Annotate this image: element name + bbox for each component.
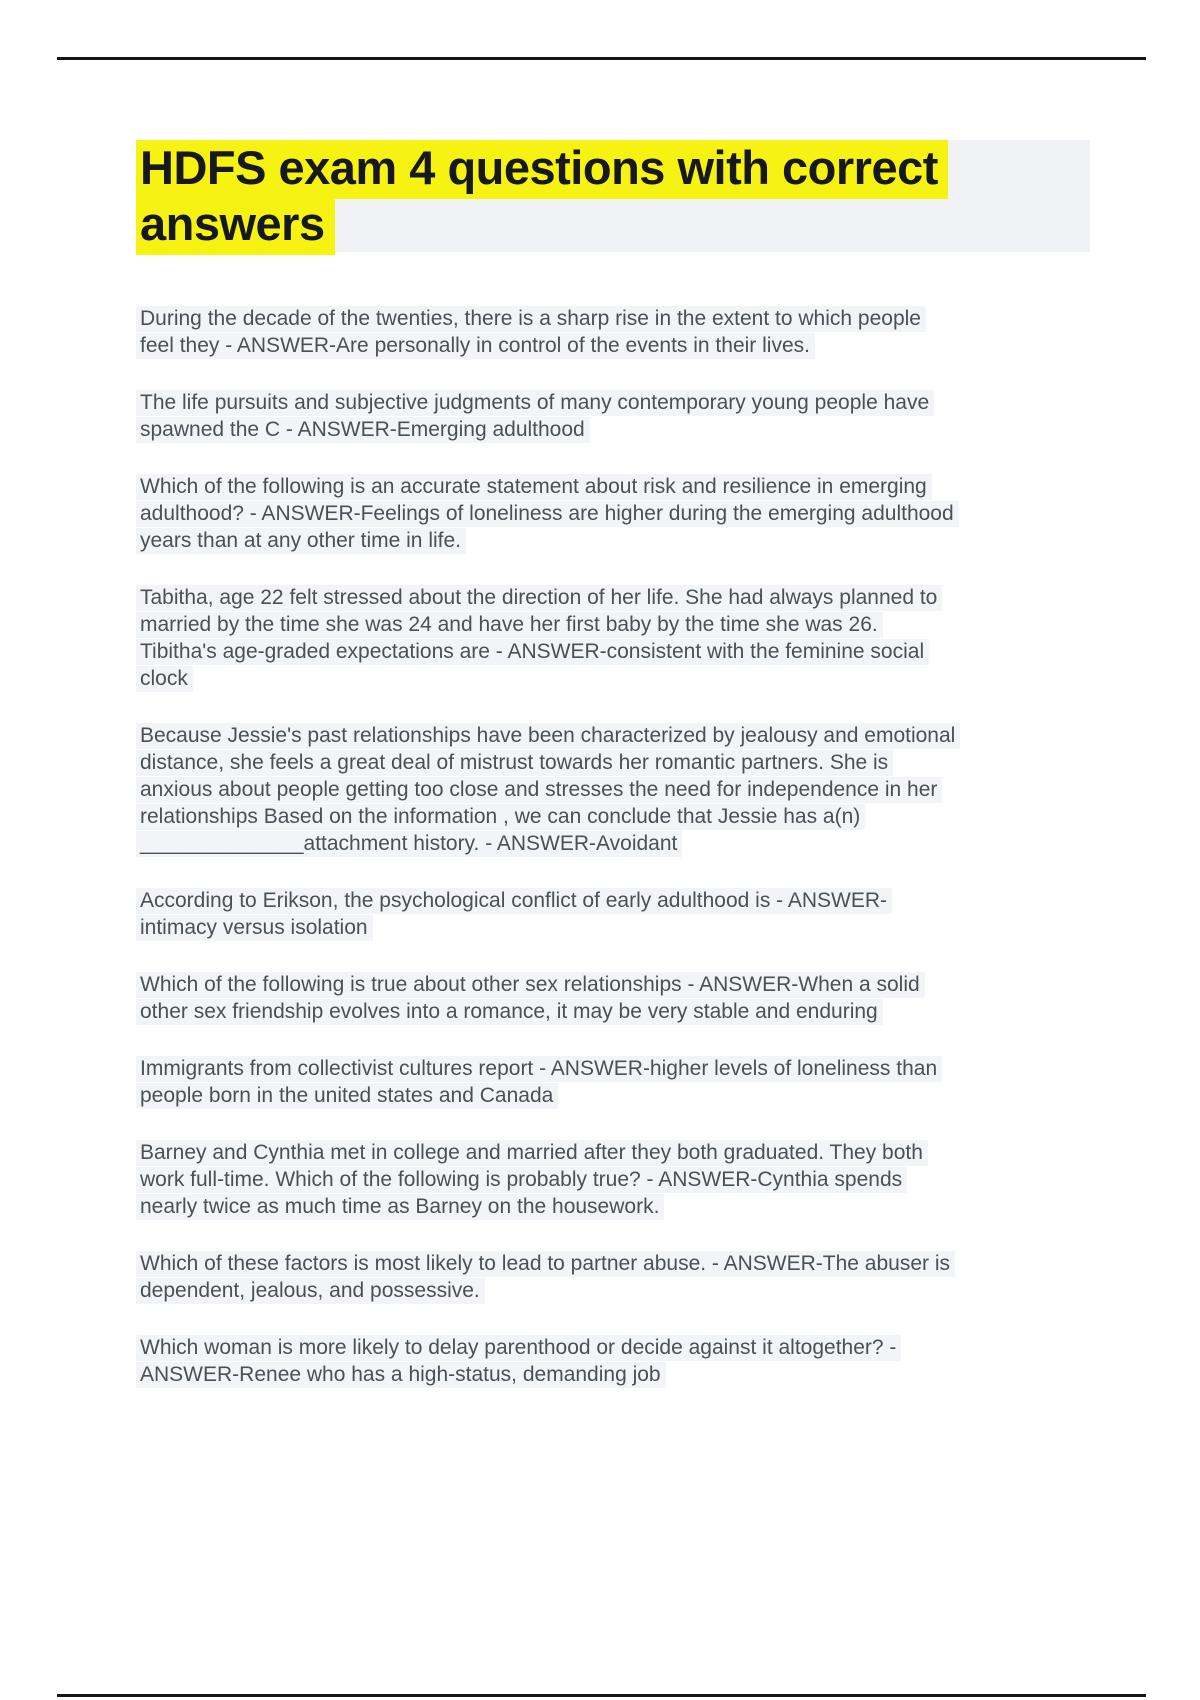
qa-row	[140, 776, 1100, 803]
qa-row	[140, 914, 1100, 941]
qa-row	[140, 1166, 1100, 1193]
qa-paragraph-1	[140, 305, 1100, 359]
qa-row	[140, 1193, 1100, 1220]
qa-row	[140, 830, 1100, 857]
qa-line: Immigrants from collectivist cultures report - ANSWER-higher levels of loneliness than	[136, 1056, 942, 1082]
qa-line: years than at any other time in life.	[136, 528, 466, 554]
qa-line: people born in the united states and Canada	[136, 1083, 558, 1109]
qa-row	[140, 803, 1100, 830]
qa-paragraph-6	[140, 887, 1100, 941]
qa-row	[140, 473, 1100, 500]
qa-row	[140, 500, 1100, 527]
qa-line: Which of the following is true about other sex relationships - ANSWER-When a solid	[136, 972, 925, 998]
qa-row	[140, 887, 1100, 914]
qa-line: Which of the following is an accurate statement about risk and resilience in emerging	[136, 474, 932, 500]
qa-paragraph-7	[140, 971, 1100, 1025]
qa-line: married by the time she was 24 and have her first baby by the time she was 26.	[136, 612, 883, 638]
qa-paragraph-2	[140, 389, 1100, 443]
qa-line: clock	[136, 666, 193, 692]
qa-line: dependent, jealous, and possessive.	[136, 1278, 485, 1304]
title-block	[140, 140, 1090, 252]
qa-paragraph-5	[140, 722, 1100, 857]
qa-line: distance, she feels a great deal of mistrust towards her romantic partners. She is	[136, 750, 893, 776]
top-rule	[57, 57, 1146, 60]
qa-line: According to Erikson, the psychological conflict of early adulthood is - ANSWER-	[136, 888, 892, 914]
qa-line: Barney and Cynthia met in college and married after they both graduated. They both	[136, 1140, 928, 1166]
qa-row	[140, 305, 1100, 332]
qa-line: other sex friendship evolves into a romance, it may be very stable and enduring	[136, 999, 883, 1025]
document-title	[140, 140, 1090, 252]
qa-paragraph-8	[140, 1055, 1100, 1109]
qa-line: During the decade of the twenties, there is a sharp rise in the extent to which people	[136, 306, 926, 332]
document-title-line-1: HDFS exam 4 questions with correct	[136, 140, 948, 199]
qa-row	[140, 611, 1100, 638]
qa-line: work full-time. Which of the following is probably true? - ANSWER-Cynthia spends	[136, 1167, 907, 1193]
document-title-row	[140, 196, 1090, 252]
qa-row	[140, 332, 1100, 359]
qa-row	[140, 584, 1100, 611]
document-title-row	[140, 140, 1090, 196]
qa-row	[140, 638, 1100, 665]
qa-paragraph-9	[140, 1139, 1100, 1220]
qa-line: adulthood? - ANSWER-Feelings of loneliness are higher during the emerging adulthood	[136, 501, 959, 527]
bottom-rule	[57, 1694, 1146, 1697]
qa-row	[140, 1082, 1100, 1109]
qa-row	[140, 527, 1100, 554]
qa-row	[140, 665, 1100, 692]
qa-paragraph-4	[140, 584, 1100, 692]
qa-line: Tibitha's age-graded expectations are - ANSWER-consistent with the feminine social	[136, 639, 929, 665]
qa-row	[140, 998, 1100, 1025]
qa-line: relationships Based on the information , we can conclude that Jessie has a(n)	[136, 804, 865, 830]
qa-line: Which woman is more likely to delay parenthood or decide against it altogether? -	[136, 1335, 901, 1361]
qa-line: ANSWER-Renee who has a high-status, demanding job	[136, 1362, 666, 1388]
qa-list	[140, 305, 1100, 1388]
qa-line: feel they - ANSWER-Are personally in control of the events in their lives.	[136, 333, 815, 359]
qa-row	[140, 1055, 1100, 1082]
qa-row	[140, 416, 1100, 443]
qa-row	[140, 1250, 1100, 1277]
qa-line: Tabitha, age 22 felt stressed about the direction of her life. She had always planned to	[136, 585, 942, 611]
document-content	[140, 140, 1100, 1418]
qa-row	[140, 722, 1100, 749]
qa-paragraph-10	[140, 1250, 1100, 1304]
qa-line: ______________attachment history. - ANSWER-Avoidant	[136, 831, 682, 857]
qa-line: Which of these factors is most likely to lead to partner abuse. - ANSWER-The abuser is	[136, 1251, 955, 1277]
document-title-line-2: answers	[136, 196, 335, 255]
qa-line: spawned the C - ANSWER-Emerging adulthood	[136, 417, 590, 443]
qa-paragraph-3	[140, 473, 1100, 554]
qa-row	[140, 1139, 1100, 1166]
qa-row	[140, 971, 1100, 998]
qa-row	[140, 749, 1100, 776]
qa-line: anxious about people getting too close and stresses the need for independence in her	[136, 777, 942, 803]
qa-row	[140, 1361, 1100, 1388]
qa-line: Because Jessie's past relationships have been characterized by jealousy and emotional	[136, 723, 960, 749]
qa-line: intimacy versus isolation	[136, 915, 373, 941]
qa-paragraph-11	[140, 1334, 1100, 1388]
qa-line: nearly twice as much time as Barney on the housework.	[136, 1194, 664, 1220]
qa-row	[140, 389, 1100, 416]
qa-row	[140, 1277, 1100, 1304]
qa-line: The life pursuits and subjective judgments of many contemporary young people have	[136, 390, 934, 416]
qa-row	[140, 1334, 1100, 1361]
